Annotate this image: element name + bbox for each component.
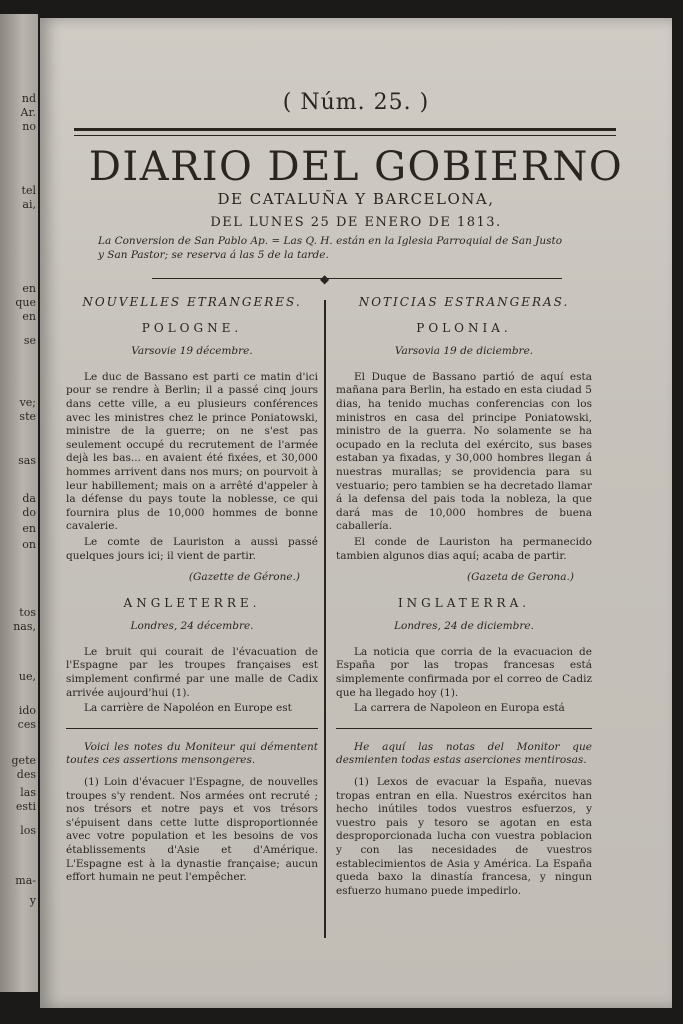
french-section-heading: NOUVELLES ETRANGERES. [82,295,302,309]
facing-page-fragment: sas [18,454,36,467]
spanish-date-london: Londres, 24 de diciembre. [394,620,534,633]
spanish-footnote: (1) Lexos de evacuar la España, nuevas tropas entran en ella. Nuestros exércitos han hecho inútiles todos vuestros esfuerzos, y vuestro pais y tesoro se agotan en esta desproporcionada lucha con vuestra poblacion y con las necesidades de vuestros establecimientos de Asia y América. La España queda baxo la dinastía francesa, y ningun esfuerzo humano puede impedirlo. [336,776,592,897]
spanish-section-heading: NOTICIAS ESTRANGERAS. [358,295,570,309]
newspaper-title: DIARIO DEL GOBIERNO [88,144,624,190]
facing-page-fragment: tos [19,606,36,619]
french-country-england: ANGLETERRE. [123,595,261,610]
facing-page-fragment: ve; [19,396,36,409]
facing-page-fragment: ste [19,410,36,423]
spanish-paragraph-evacuation: La noticia que corria de la evacuacion de España por las tropas francesas está simplemente confirmada por el correo de Cadiz que ha llegado hoy (1). [336,645,592,699]
facing-page-fragment: que [15,296,36,309]
french-paragraph-napoleon: La carrière de Napoléon en Europe est [84,702,292,715]
spanish-notes-intro: He aquí las notas del Monitor que desmienten todas estas aserciones mentirosas. [336,740,592,767]
facing-page-fragment: gete [11,754,36,767]
issue-dateline: DEL LUNES 25 DE ENERO DE 1813. [210,215,502,230]
spanish-date-warsaw: Varsovia 19 de diciembre. [394,345,534,358]
french-date-warsaw: Varsovie 19 décembre. [131,345,253,358]
french-notes-rule [66,728,318,729]
spanish-country-england: INGLATERRA. [397,595,531,610]
facing-page-fragment: ma- [15,874,36,887]
facing-page-fragment: des [16,768,36,781]
facing-page-fragment: on [22,538,36,551]
facing-page-fragment: ido [18,704,36,717]
french-country-poland: POLOGNE. [141,320,243,335]
facing-page-fragment: no [22,120,36,133]
issue-number: ( Núm. 25. ) [282,90,430,115]
newspaper-page [40,18,672,1008]
french-source-gerona: (Gazette de Gérone.) [188,571,300,584]
french-paragraph-evacuation: Le bruit qui courait de l'évacuation de l'Espagne par les troupes françaises est simplement confirmé par une malle de Cadix arrivée aujourd'hui (1). [66,645,318,699]
french-notes-intro: Voici les notes du Moniteur qui démentent toutes ces assertions mensongeres. [66,740,318,767]
facing-page-fragment: los [20,824,36,837]
facing-page-fragment: do [22,506,36,519]
french-date-london: Londres, 24 décembre. [130,620,254,633]
facing-page-fragment: ue, [18,670,36,683]
column-divider [324,300,326,938]
spanish-source-gerona: (Gazeta de Gerona.) [467,571,574,584]
header-rule-thin [74,135,616,136]
spanish-column [336,296,592,900]
spanish-notes-rule [336,728,592,729]
facing-page-fragment: Ar. [20,106,36,119]
facing-page-fragment: esti [15,800,36,813]
spanish-paragraph-lauriston: El conde de Lauriston ha permanecido tambien algunos dias aquí; acaba de partir. [336,535,592,562]
spanish-paragraph-bassano: El Duque de Bassano partió de aquí esta mañana para Berlin, ha estado en esta ciudad 5 dias, ha tenido muchas conferencias con los ministros en casa del principe Poniatowski, ministro de la guerra. No solamente se ha ocupado en la recluta del exército, sus bases estaban ya fixadas, y 30,000 hombres llegan á nuestras murallas; se providencia para su vestuario; pero tambien se ha decretado llamar á la defensa del pais toda la nobleza, la que dará mas de 10,000 hombres de buena caballería. [336,370,592,533]
religious-notice: La Conversion de San Pablo Ap. = Las Q. H. están en la Iglesia Parroquial de San Justo y San Pastor; se reserva á las 5 de la tarde. [98,235,563,261]
french-column [66,296,318,887]
divider-ornament-icon: ◆ [320,272,330,286]
newspaper-subtitle: DE CATALUÑA Y BARCELONA, [217,190,495,208]
facing-page-fragment: ces [17,718,36,731]
facing-page-fragment: nas, [13,620,36,633]
facing-page-fragment: y [29,894,36,907]
spanish-paragraph-napoleon: La carrera de Napoleon en Europa está [354,702,565,715]
facing-page-edge [0,14,38,992]
french-paragraph-bassano: Le duc de Bassano est parti ce matin d'ici pour se rendre à Berlin; il a passé cinq jours dans cette ville, a eu plusieurs conférences avec les ministres chez le prince Poniatowski, ministre de la guerre; on ne s'est pas seulement occupé du recrutement de l'armée dejà les bas... en avaient été fixées, et 30,000 hommes arrivent dans nos murs; on pourvoit à leur habillement; mais on a arrêté d'appeler à la défense du pays toute la noblesse, ce qui fournira plus de 10,000 hommes de bonne cavalerie. [66,370,318,533]
french-paragraph-lauriston: Le comte de Lauriston a aussi passé quelques jours ici; il vient de partir. [66,535,318,562]
facing-page-fragment: ai, [22,198,36,211]
facing-page-fragment: tel [21,184,36,197]
header-rule-thick [74,128,616,131]
facing-page-fragment: en [22,522,36,535]
facing-page-fragment: da [22,492,36,505]
facing-page-fragment: las [20,786,36,799]
facing-page-fragment: nd [21,92,36,105]
spanish-country-poland: POLONIA. [416,320,512,335]
french-footnote: (1) Loin d'évacuer l'Espagne, de nouvelles troupes s'y rendent. Nos armées ont recruté ; nos trésors et notre pays et vos trésors s'épuisent dans cette lutte disproportionnée avec votre population et les besoins de vos établissements d'Asie et d'Amérique. L'Espagne est à la dynastie française; aucun effort humain ne peut l'empêcher. [66,776,318,884]
facing-page-fragment: en [22,282,36,295]
facing-page-fragment: se [23,334,36,347]
facing-page-fragment: en [22,310,36,323]
masthead-divider [152,278,562,279]
